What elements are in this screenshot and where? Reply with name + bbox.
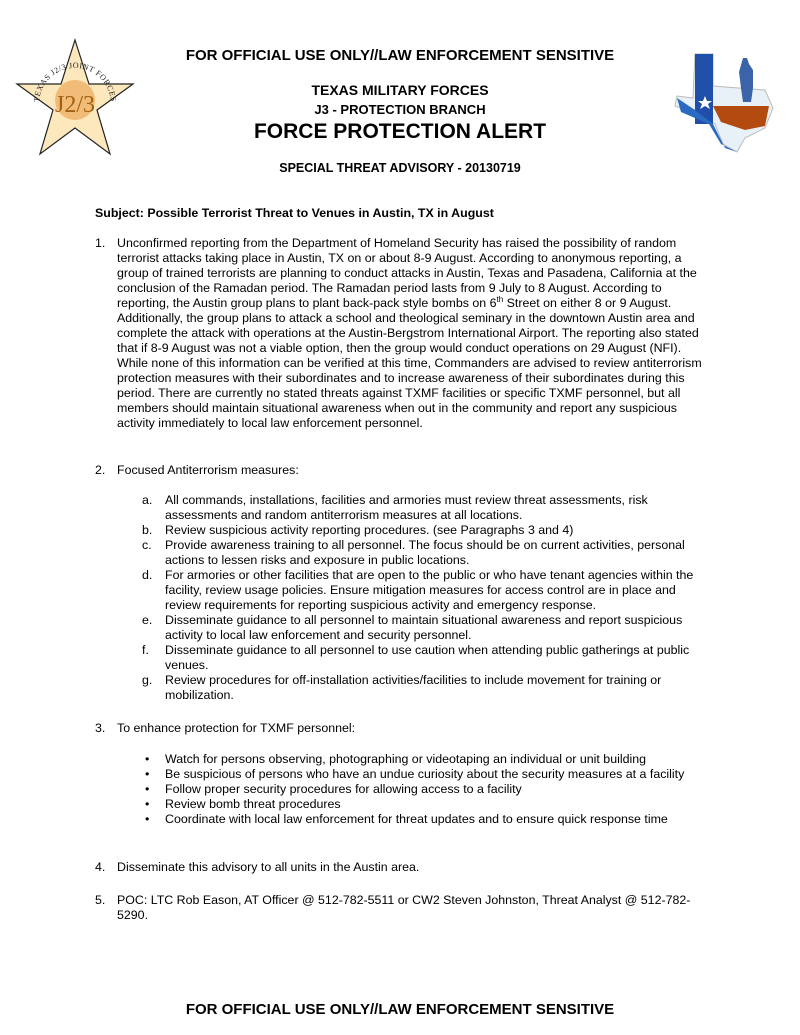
bullet-item: • Follow proper security procedures for allowing access to a facility — [143, 782, 688, 797]
list-text: Review suspicious activity reporting procedures. (see Paragraphs 3 and 4) — [165, 523, 574, 537]
list-letter: d. — [142, 568, 153, 582]
list-letter: g. — [142, 673, 153, 687]
list-item — [142, 568, 708, 613]
page-title: FORCE PROTECTION ALERT — [253, 120, 547, 143]
list-text: Disseminate guidance to all personnel to maintain situational awareness and report suspicious activity to local law enforcement and security personnel. — [165, 613, 683, 642]
branch-name: J3 - PROTECTION BRANCH — [314, 102, 486, 117]
list-text: For armories or other facilities that are open to the public or who have tenant agencies within the facility, review usage policies. Ensure mitigation measures for access control are in place and review requirements for reporting suspicious activity and emergency response. — [165, 568, 694, 612]
list-item — [142, 673, 708, 703]
advisory-label: SPECIAL THREAT ADVISORY - 20130719 — [279, 161, 521, 175]
bullet-item: • Watch for persons observing, photographing or videotaping an individual or unit building — [143, 752, 688, 767]
item-5-poc-text: POC: LTC Rob Eason, AT Officer @ 512-782-5511 or CW2 Steven Johnston, Threat Analyst @ 512-782-5290. — [117, 893, 691, 922]
item-number: 3. — [95, 721, 106, 735]
bullet-item: • Be suspicious of persons who have an undue curiosity about the security measures at a facility — [143, 767, 688, 782]
classification-footer: FOR OFFICIAL USE ONLY//LAW ENFORCEMENT SENSITIVE — [185, 1001, 615, 1018]
bullet-item: • Review bomb threat procedures — [143, 797, 688, 812]
svg-text:J2/3: J2/3 — [54, 92, 96, 118]
list-letter: f. — [142, 643, 149, 657]
organization-name: TEXAS MILITARY FORCES — [311, 82, 489, 98]
classification-header: FOR OFFICIAL USE ONLY//LAW ENFORCEMENT SENSITIVE — [185, 47, 615, 64]
item-number: 4. — [95, 860, 106, 874]
item-number: 2. — [95, 463, 106, 477]
list-text: Provide awareness training to all personnel. The focus should be on current activities, personal actions to lessen risks and exposure in public locations. — [165, 538, 685, 567]
logo-lettering-path: TEXAS J2/3 JOINT FORCES — [32, 60, 118, 103]
item-number: 5. — [95, 893, 106, 907]
list-item — [142, 493, 708, 523]
item-3-text: To enhance protection for TXMF personnel: — [117, 721, 356, 735]
item-1-text-part: Street on either 8 or 9 August. Additionally, the group plans to attack a school and theological seminary in the downtown Austin area and complete the attack with operations at the Austin-Bergstrom International Airport. The reporting also stated that if 8-9 August was not a viable option, then the group would conduct operations on 29 August (NFI). While none of this information can be verified at this time, Commanders are advised to review antiterrorism protection measures with their subordinates and to increase awareness of their subordinates during this period. There are currently no stated threats against TXMF facilities or specific TXMF personnel, but all members should maintain situational awareness when out in the community and report any suspicious activity immediately to local law enforcement personnel. — [117, 296, 702, 430]
list-item — [142, 643, 708, 673]
list-text: Disseminate guidance to all personnel to use caution when attending public gatherings at public venues. — [165, 643, 690, 672]
list-item — [142, 538, 708, 568]
list-text: Review procedures for off-installation activities/facilities to include movement for training or mobilization. — [165, 673, 662, 702]
list-letter: a. — [142, 493, 153, 507]
item-4-text: Disseminate this advisory to all units in the Austin area. — [117, 860, 420, 874]
list-letter: c. — [142, 538, 152, 552]
list-text: All commands, installations, facilities and armories must review threat assessments, risk assessments and random antiterrorism measures at all locations. — [165, 493, 648, 522]
item-number: 1. — [95, 236, 106, 250]
bullet-item: • Coordinate with local law enforcement for threat updates and to ensure quick response time — [143, 812, 688, 827]
protection-bullets — [143, 752, 688, 827]
list-item — [142, 523, 708, 538]
list-item — [142, 613, 708, 643]
superscript: th — [496, 294, 504, 304]
measures-list — [142, 493, 708, 703]
list-letter: e. — [142, 613, 153, 627]
item-1-text-part: Unconfirmed reporting from the Department of Homeland Security has raised the possibility of random terrorist attacks taking place in Austin, TX on or about 8-9 August. According to anonymous reporting, a group of trained terrorists are planning to conduct attacks in Austin, Texas and Pasadena, California at the conclusion of the Ramadan period. The Ramadan period lasts from 9 July to 8 August. According to reporting, the Austin group plans to plant back-pack style bombs on 6 — [117, 236, 697, 310]
subject-line: Subject: Possible Terrorist Threat to Venues in Austin, TX in August — [95, 206, 494, 220]
item-2-text: Focused Antiterrorism measures: — [117, 463, 299, 477]
item-1-text — [117, 236, 713, 431]
list-letter: b. — [142, 523, 153, 537]
